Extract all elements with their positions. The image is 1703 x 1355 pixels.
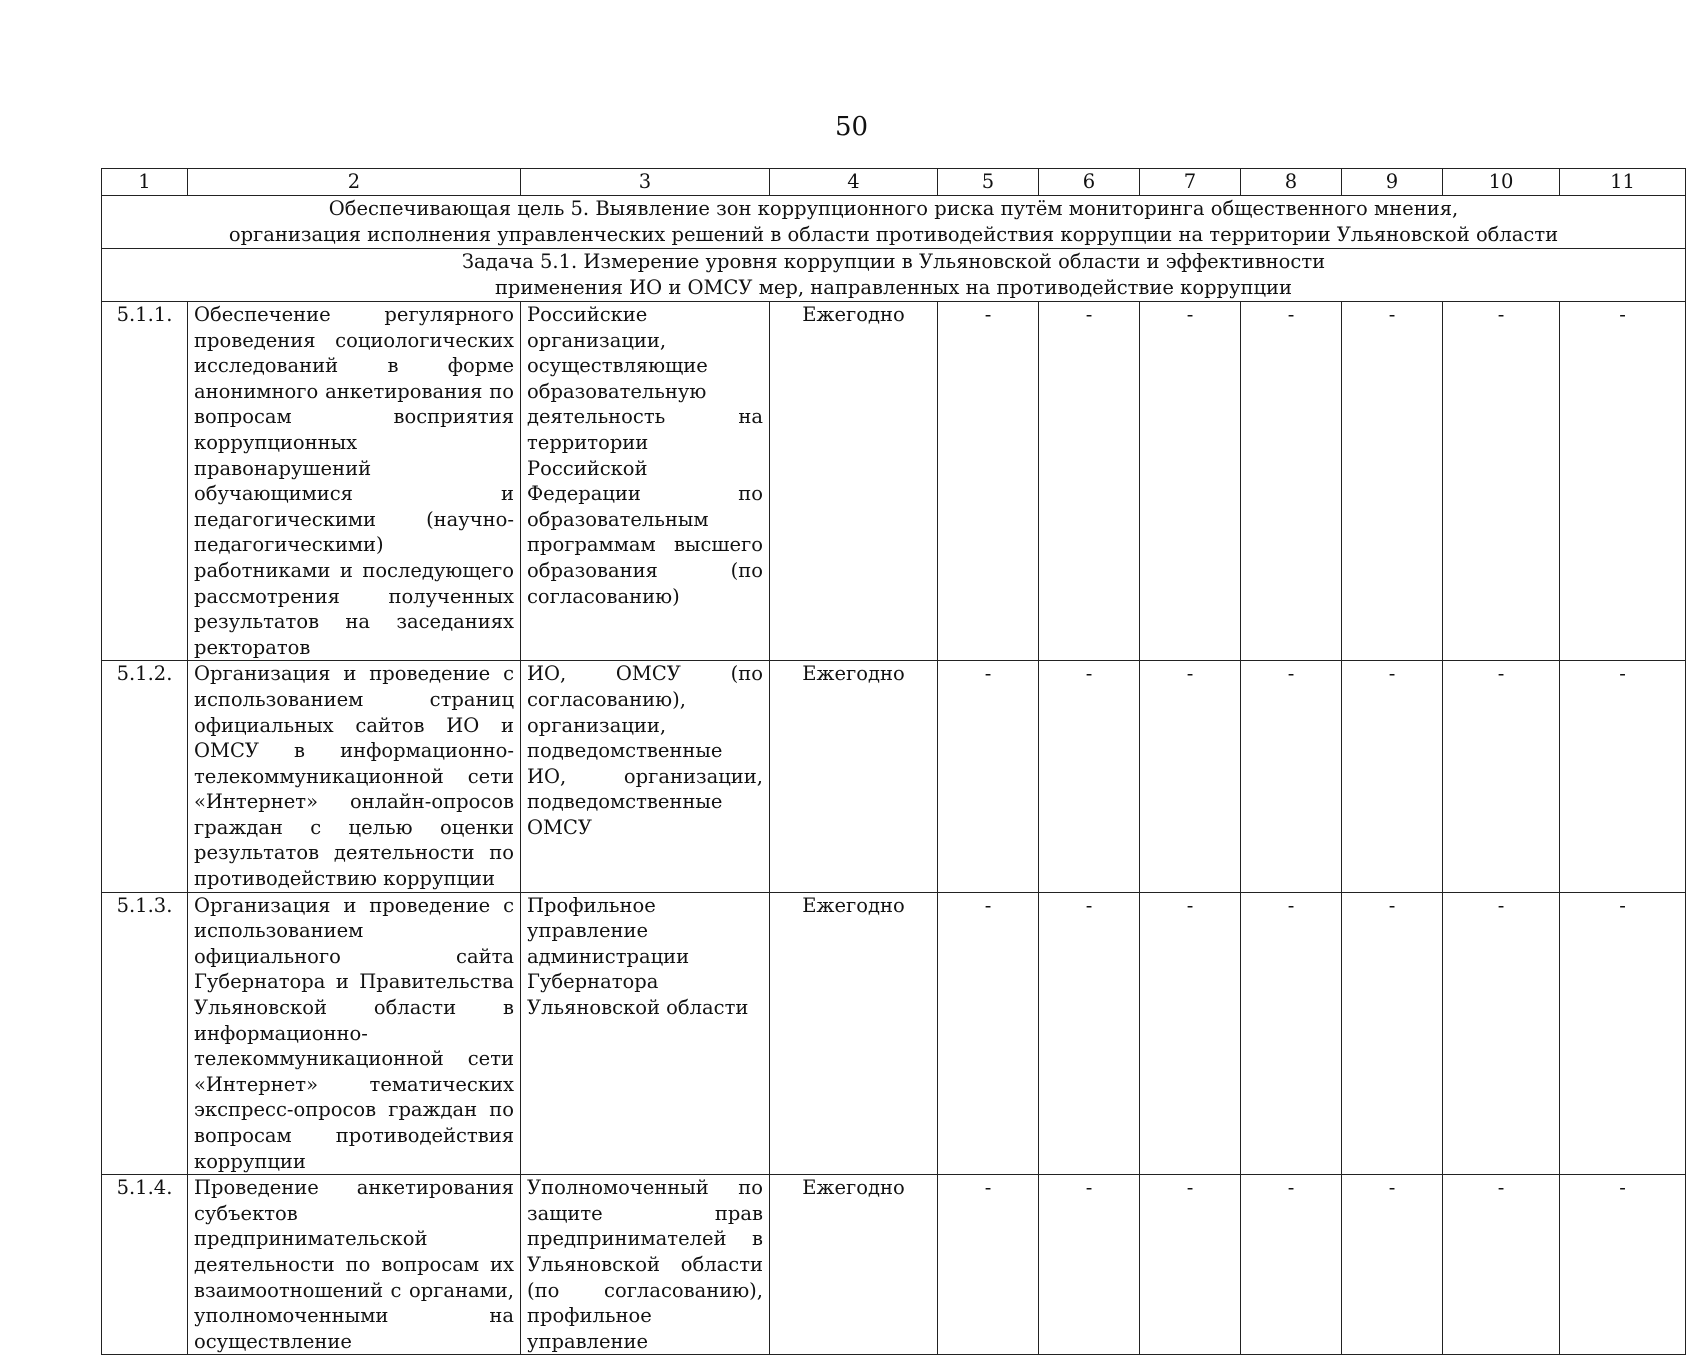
column-number: 1: [102, 169, 188, 196]
value-cell: -: [1241, 892, 1342, 1175]
table-row: [102, 1175, 1686, 1355]
measure-text: Обеспечение регулярного проведения социологических исследований в форме анонимного анкетирования по вопросам восприятия коррупционных правонарушений обучающимися и педагогическими (научно-педагогическими) работниками и последующего рассмотрения полученных результатов на заседаниях ректоратов: [188, 302, 521, 661]
task-line: Задача 5.1. Измерение уровня коррупции в Ульяновской области и эффективности: [461, 250, 1326, 273]
column-number: 7: [1140, 169, 1241, 196]
executor-text: Уполномоченный по защите прав предпринимателей в Ульяновской области (по согласованию), профильное управление: [521, 1175, 770, 1355]
measure-text: Организация и проведение с использованием официального сайта Губернатора и Правительства Ульяновской области в информационно-телекоммуникационной сети «Интернет» тематических экспресс-опросов граждан по вопросам противодействия коррупции: [188, 892, 521, 1175]
table-row: [102, 892, 1686, 1175]
goal-row: [102, 196, 1686, 249]
column-number: 11: [1560, 169, 1686, 196]
goal-line: организация исполнения управленческих решений в области противодействия коррупции на территории Ульяновской области: [228, 223, 1559, 246]
item-number: 5.1.1.: [102, 302, 188, 661]
column-number: 6: [1039, 169, 1140, 196]
column-number: 10: [1443, 169, 1560, 196]
value-cell: -: [1140, 302, 1241, 661]
measure-text: Организация и проведение с использованием страниц официальных сайтов ИО и ОМСУ в информационно-телекоммуникационной сети «Интернет» онлайн-опросов граждан с целью оценки результатов деятельности по противодействию коррупции: [188, 661, 521, 892]
value-cell: -: [1443, 302, 1560, 661]
value-cell: -: [1342, 892, 1443, 1175]
column-number: 2: [188, 169, 521, 196]
value-cell: -: [1039, 661, 1140, 892]
value-cell: -: [1560, 1175, 1686, 1355]
value-cell: -: [1039, 1175, 1140, 1355]
executor-text: Профильное управление администрации Губернатора Ульяновской области: [521, 892, 770, 1175]
value-cell: -: [938, 1175, 1039, 1355]
value-cell: -: [938, 661, 1039, 892]
value-cell: -: [1342, 1175, 1443, 1355]
value-cell: -: [1560, 302, 1686, 661]
value-cell: -: [1241, 302, 1342, 661]
column-number: 5: [938, 169, 1039, 196]
page-number: 50: [834, 112, 869, 142]
task-heading: [102, 249, 1686, 302]
table-row: [102, 661, 1686, 892]
value-cell: -: [1443, 892, 1560, 1175]
value-cell: -: [1560, 661, 1686, 892]
goal-heading: [102, 196, 1686, 249]
item-number: 5.1.2.: [102, 661, 188, 892]
value-cell: -: [938, 892, 1039, 1175]
value-cell: -: [938, 302, 1039, 661]
column-number-row: [102, 169, 1686, 196]
task-row: [102, 249, 1686, 302]
executor-text: Российские организации, осуществляющие образовательную деятельность на территории Российской Федерации по образовательным программам высшего образования (по согласованию): [521, 302, 770, 661]
value-cell: -: [1241, 661, 1342, 892]
period-text: Ежегодно: [770, 661, 938, 892]
value-cell: -: [1560, 892, 1686, 1175]
period-text: Ежегодно: [770, 1175, 938, 1355]
column-number: 4: [770, 169, 938, 196]
value-cell: -: [1241, 1175, 1342, 1355]
measure-text: Проведение анкетирования субъектов предпринимательской деятельности по вопросам их взаимоотношений с органами, уполномоченными на осуществление: [188, 1175, 521, 1355]
column-number: 9: [1342, 169, 1443, 196]
value-cell: -: [1342, 302, 1443, 661]
value-cell: -: [1140, 892, 1241, 1175]
value-cell: -: [1140, 661, 1241, 892]
item-number: 5.1.4.: [102, 1175, 188, 1355]
goal-line: Обеспечивающая цель 5. Выявление зон коррупционного риска путём мониторинга общественного мнения,: [328, 197, 1459, 220]
value-cell: -: [1039, 302, 1140, 661]
value-cell: -: [1342, 661, 1443, 892]
period-text: Ежегодно: [770, 302, 938, 661]
value-cell: -: [1443, 661, 1560, 892]
activity-table: [101, 168, 1686, 1355]
period-text: Ежегодно: [770, 892, 938, 1175]
value-cell: -: [1443, 1175, 1560, 1355]
table-row: [102, 302, 1686, 661]
column-number: 3: [521, 169, 770, 196]
executor-text: ИО, ОМСУ (по согласованию), организации, подведомственные ИО, организации, подведомственные ОМСУ: [521, 661, 770, 892]
value-cell: -: [1039, 892, 1140, 1175]
column-number: 8: [1241, 169, 1342, 196]
value-cell: -: [1140, 1175, 1241, 1355]
item-number: 5.1.3.: [102, 892, 188, 1175]
task-line: применения ИО и ОМСУ мер, направленных на противодействие коррупции: [494, 276, 1293, 299]
